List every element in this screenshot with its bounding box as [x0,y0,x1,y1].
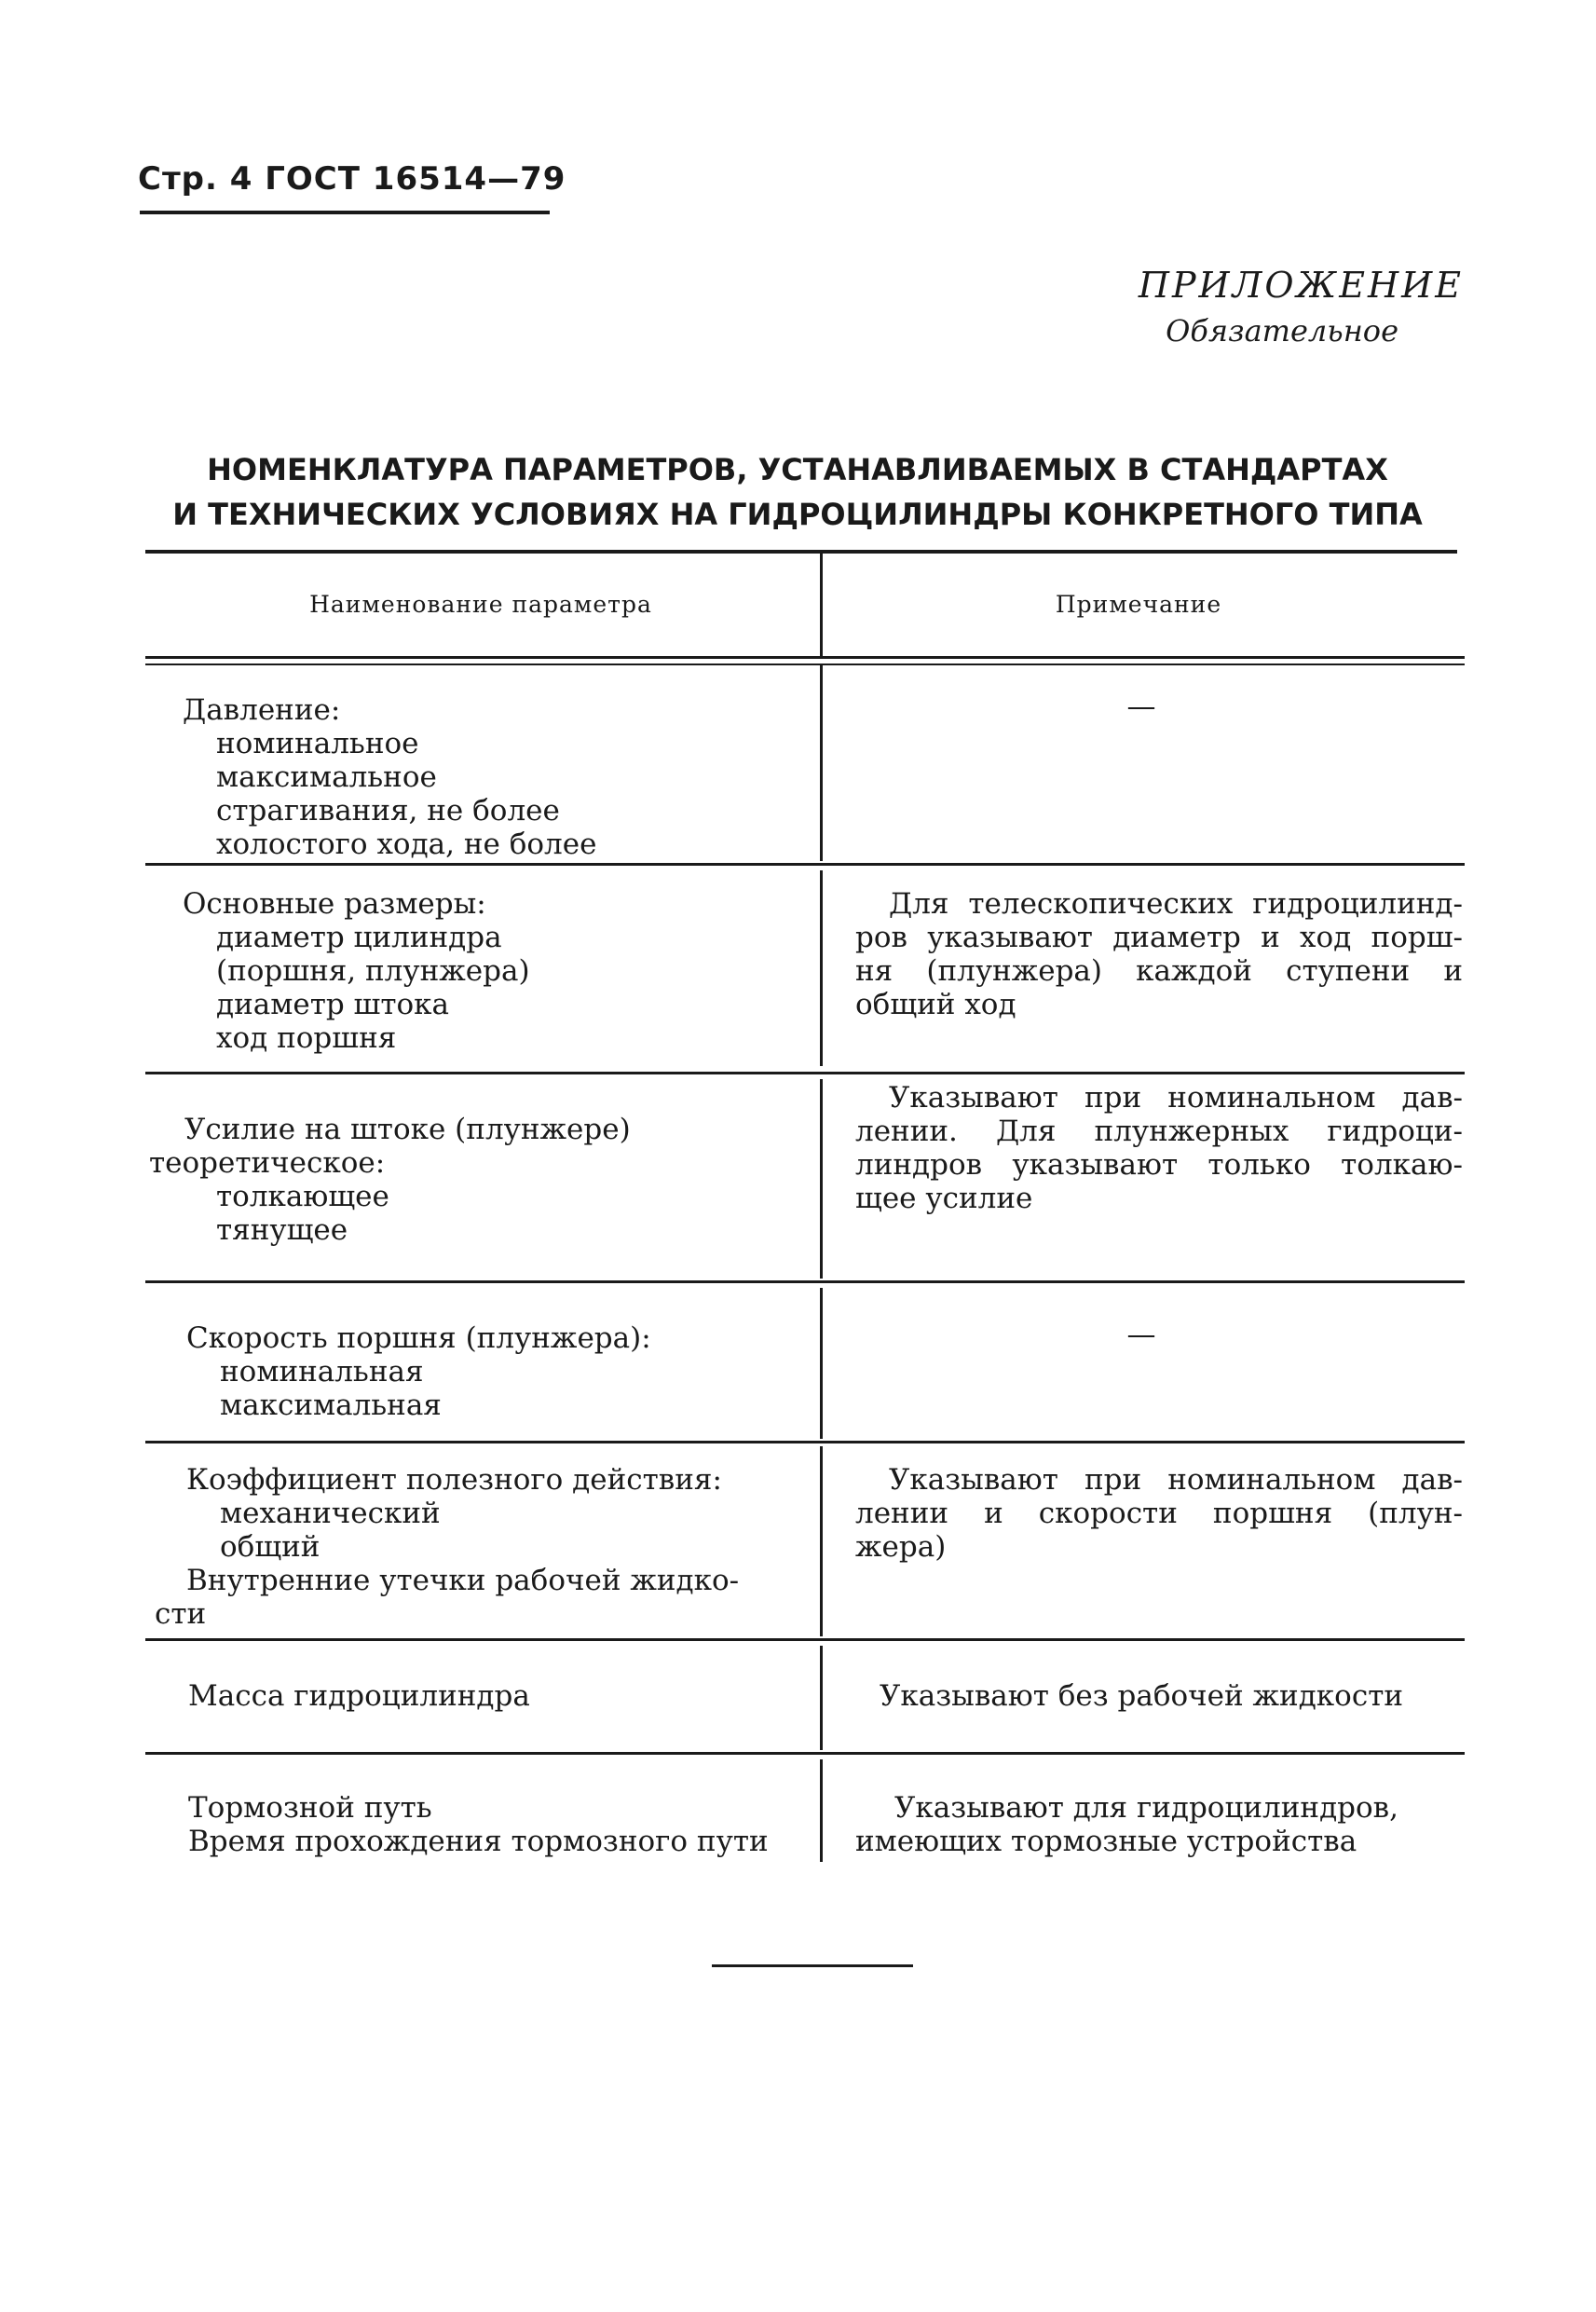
row-rule [145,1280,1465,1283]
cell-line: Время прохождения тормозного пути [188,1825,769,1858]
cell-line: щее усилие [855,1182,1033,1215]
table-row-mass-note [820,1679,1463,1713]
cell-line: линдров указывают только толкаю- [855,1148,1463,1182]
row-rule [145,1638,1465,1641]
cell-line: Внутренние утечки рабочей жидко- [186,1564,740,1597]
table-row-pressure-parameter [183,693,807,861]
cell-line: ров указывают диаметр и ход порш- [855,921,1463,954]
table-row-force-note [855,1081,1463,1215]
row-rule [145,863,1465,866]
table-row-dimensions-parameter [183,887,807,1055]
table-row-efficiency-note [855,1463,1463,1564]
cell-line: ня (плунжера) каждой ступени и [855,954,1463,988]
cell-line: сти [155,1597,207,1631]
row-rule [145,1441,1465,1443]
cell-line: ход поршня [216,1021,397,1055]
table-row-efficiency-parameter [155,1463,811,1631]
cell-line: Для телескопических гидроцилинд- [889,887,1463,921]
column-divider [820,870,823,1066]
cell-line: общий ход [855,988,1016,1021]
table-row-dimensions-note [855,887,1463,1021]
cell-line: максимальная [220,1389,442,1422]
cell-line: Усилие на штоке (плунжере) [184,1113,631,1146]
cell-line: Давление: [183,693,341,727]
end-of-text-rule [712,1964,913,1967]
column-header-parameter: Наименование параметра [309,591,652,618]
cell-line: страгивания, не более [216,794,560,828]
table-top-rule [145,550,1457,554]
column-divider [820,1288,823,1439]
cell-line: Скорость поршня (плунжера): [186,1321,651,1355]
column-divider [820,1079,823,1279]
cell-line: Указывают при номинальном дав- [889,1463,1463,1497]
cell-line: теоретическое: [149,1146,386,1180]
cell-line: Тормозной путь [188,1791,432,1825]
table-row-mass-parameter [188,1679,812,1713]
cell-line: Основные размеры: [183,887,486,921]
cell-line: механический [220,1497,441,1530]
table-row-speed-note [820,1318,1463,1351]
cell-line: общий [220,1530,321,1564]
document-title-line-2: И ТЕХНИЧЕСКИХ УСЛОВИЯХ НА ГИДРОЦИЛИНДРЫ КОНКРЕТНОГО ТИПА [172,497,1423,532]
cell-line: толкающее [216,1180,389,1213]
cell-line: номинальное [216,727,419,760]
cell-line: диаметр штока [216,988,450,1021]
cell-line: Коэффициент полезного действия: [186,1463,722,1497]
cell-line: тянущее [216,1213,348,1247]
column-header-note: Примечание [1055,591,1222,618]
cell-line: имеющих тормозные устройства [855,1825,1357,1858]
cell-line: — [1126,1318,1156,1351]
table-row-speed-parameter [186,1321,811,1422]
header-underline [140,211,550,214]
table-row-braking-note [855,1791,1463,1858]
cell-line: Указывают для гидроцилиндров, [894,1791,1398,1825]
table-row-braking-parameter [188,1791,812,1858]
row-rule [145,1072,1465,1074]
cell-line: лении. Для плунжерных гидроци- [855,1115,1463,1148]
table-row-pressure-note [820,690,1463,723]
column-divider [820,554,823,656]
appendix-subtitle: Обязательное [1166,313,1398,349]
cell-line: (поршня, плунжера) [216,954,530,988]
table-row-force-parameter [149,1113,773,1247]
appendix-title: ПРИЛОЖЕНИЕ [1138,265,1464,306]
document-title [145,447,1450,537]
cell-line: лении и скорости поршня (плун- [855,1497,1463,1530]
cell-line: Указывают без рабочей жидкости [879,1679,1404,1713]
column-divider [820,1446,823,1636]
cell-line: номинальная [220,1355,424,1389]
page-header: Стр. 4 ГОСТ 16514—79 [138,160,566,198]
document-title-line-1: НОМЕНКЛАТУРА ПАРАМЕТРОВ, УСТАНАВЛИВАЕМЫХ В СТАНДАРТАХ [207,452,1388,487]
cell-line: жера) [855,1530,947,1564]
cell-line: — [1126,690,1156,723]
header-rule-double [145,664,1465,665]
header-rule [145,656,1465,659]
cell-line: Масса гидроцилиндра [188,1679,530,1713]
cell-line: Указывают при номинальном дав- [889,1081,1463,1115]
column-divider [820,1759,823,1862]
cell-line: диаметр цилиндра [216,921,502,954]
cell-line: максимальное [216,760,437,794]
row-rule [145,1752,1465,1755]
cell-line: холостого хода, не более [216,828,597,861]
